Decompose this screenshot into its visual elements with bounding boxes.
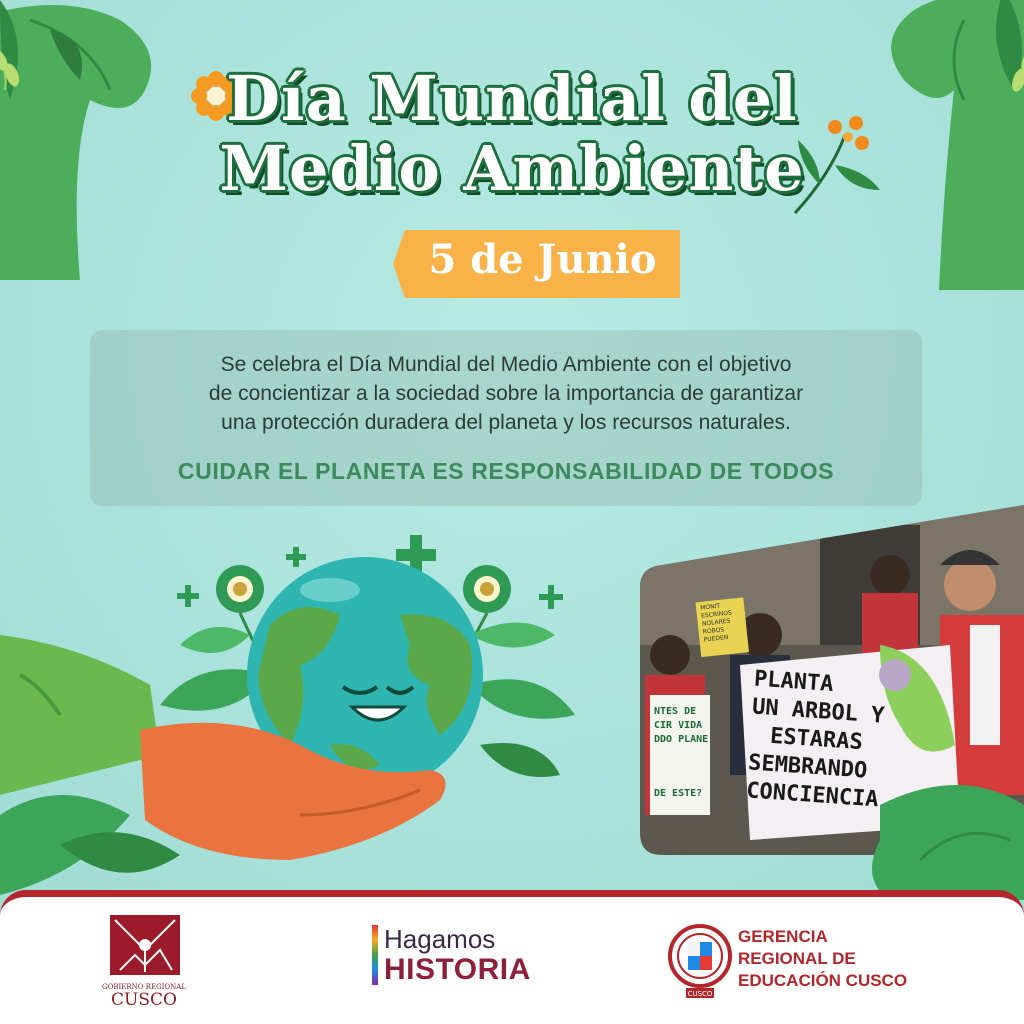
sign-line: UN ARBOL Y — [751, 694, 886, 729]
seal-label: CUSCO — [687, 990, 713, 998]
back-sign-line: NOLARES — [701, 617, 731, 628]
back-sign-line: ROBOS — [702, 626, 725, 636]
gre-line-3: EDUCACIÓN CUSCO — [738, 971, 908, 990]
sign-line: PLANTA — [753, 666, 835, 698]
gre-name — [738, 926, 907, 992]
info-line-3: una protección duradera del planeta y los recursos naturales. — [221, 411, 791, 434]
left-sign-line: DDO PLANE — [654, 734, 709, 745]
date-text: 5 de Junio — [428, 236, 657, 283]
back-sign-line: PUEDEN — [703, 633, 729, 644]
gobierno-regional-label: GOBIERNO REGIONAL — [101, 983, 186, 991]
gre-line-2: REGIONAL DE — [738, 949, 856, 968]
left-sign-line: CIR VIDA — [654, 720, 703, 731]
hagamos-label: Hagamos — [384, 924, 496, 954]
title-line-1: Día Mundial del — [226, 62, 798, 135]
slogan: CUIDAR EL PLANETA ES RESPONSABILIDAD DE TODOS — [177, 458, 835, 484]
gre-seal-icon — [668, 920, 732, 1000]
sign-line: SEMBRANDO — [747, 750, 869, 784]
back-sign — [700, 602, 735, 645]
cusco-label: CUSCO — [111, 990, 177, 1010]
info-line-1: Se celebra el Día Mundial del Medio Ambiente con el objetivo — [220, 353, 792, 376]
hagamos-historia-bar — [372, 925, 378, 985]
bottom-right-foliage — [860, 780, 1024, 900]
gre-line-1: GERENCIA — [738, 927, 828, 946]
left-sign-line: DE ESTE? — [654, 788, 703, 799]
info-paragraph — [100, 350, 912, 437]
left-sign — [654, 705, 708, 801]
title-line-2: Medio Ambiente — [219, 132, 805, 205]
historia-label: HISTORIA — [384, 953, 531, 986]
back-sign-line: MONIT — [699, 602, 721, 612]
sign-line: CONCIENCIA — [745, 778, 880, 813]
earth-illustration — [0, 515, 620, 895]
back-sign-line: ESCRINOS — [700, 609, 733, 620]
left-sign-line: NTES DE — [654, 706, 697, 717]
info-line-2: de concientizar a la sociedad sobre la importancia de garantizar — [208, 382, 804, 405]
sign-line: ESTARAS — [769, 723, 864, 756]
